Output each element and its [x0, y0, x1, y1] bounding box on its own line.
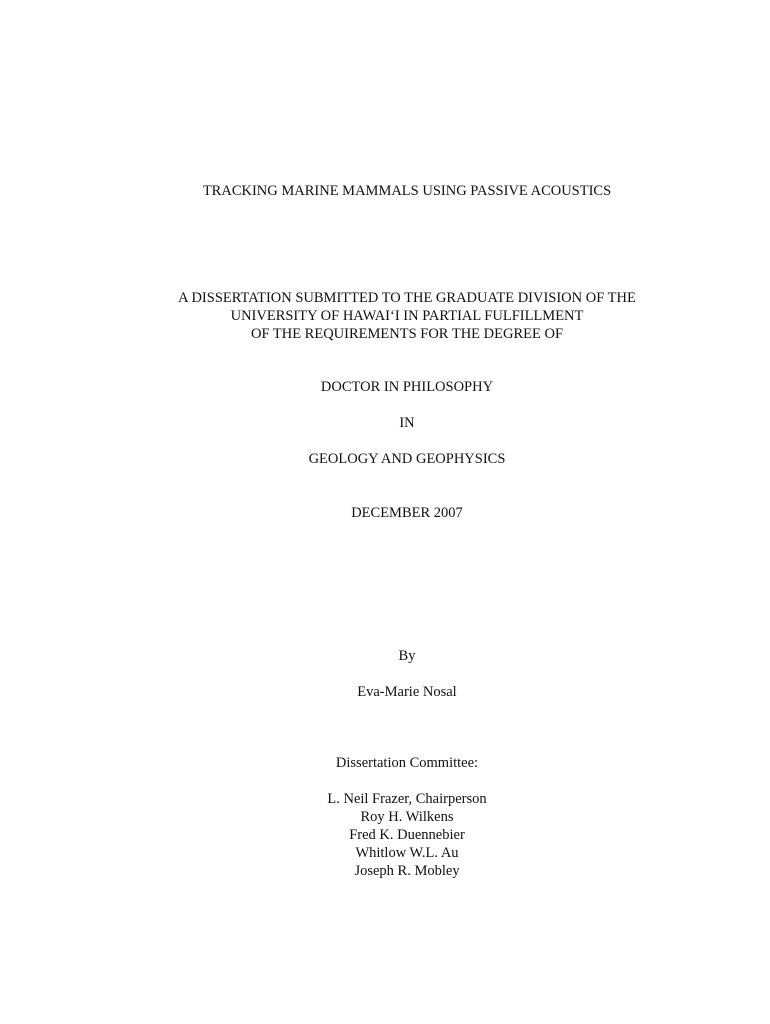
submission-statement: [0, 289, 770, 343]
author-name: Eva-Marie Nosal: [357, 684, 457, 700]
by-word: By: [398, 648, 416, 664]
dissertation-title: TRACKING MARINE MAMMALS USING PASSIVE ACOUSTICS: [202, 183, 612, 199]
committee-heading: Dissertation Committee:: [335, 755, 479, 771]
committee-list: [0, 790, 770, 880]
submission-line: A DISSERTATION SUBMITTED TO THE GRADUATE DIVISION OF THE: [178, 290, 636, 306]
submission-date: DECEMBER 2007: [351, 505, 463, 521]
committee-member: Whitlow W.L. Au: [355, 845, 459, 861]
committee-member: L. Neil Frazer, Chairperson: [327, 791, 487, 807]
submission-line: UNIVERSITY OF HAWAI‘I IN PARTIAL FULFILLMENT: [230, 308, 584, 324]
field-of-study: GEOLOGY AND GEOPHYSICS: [308, 451, 506, 467]
submission-line: OF THE REQUIREMENTS FOR THE DEGREE OF: [250, 326, 564, 342]
committee-member: Joseph R. Mobley: [354, 863, 460, 879]
in-word: IN: [399, 415, 415, 431]
degree-name: DOCTOR IN PHILOSOPHY: [320, 379, 494, 395]
committee-member: Roy H. Wilkens: [360, 809, 454, 825]
committee-member: Fred K. Duennebier: [349, 827, 465, 843]
